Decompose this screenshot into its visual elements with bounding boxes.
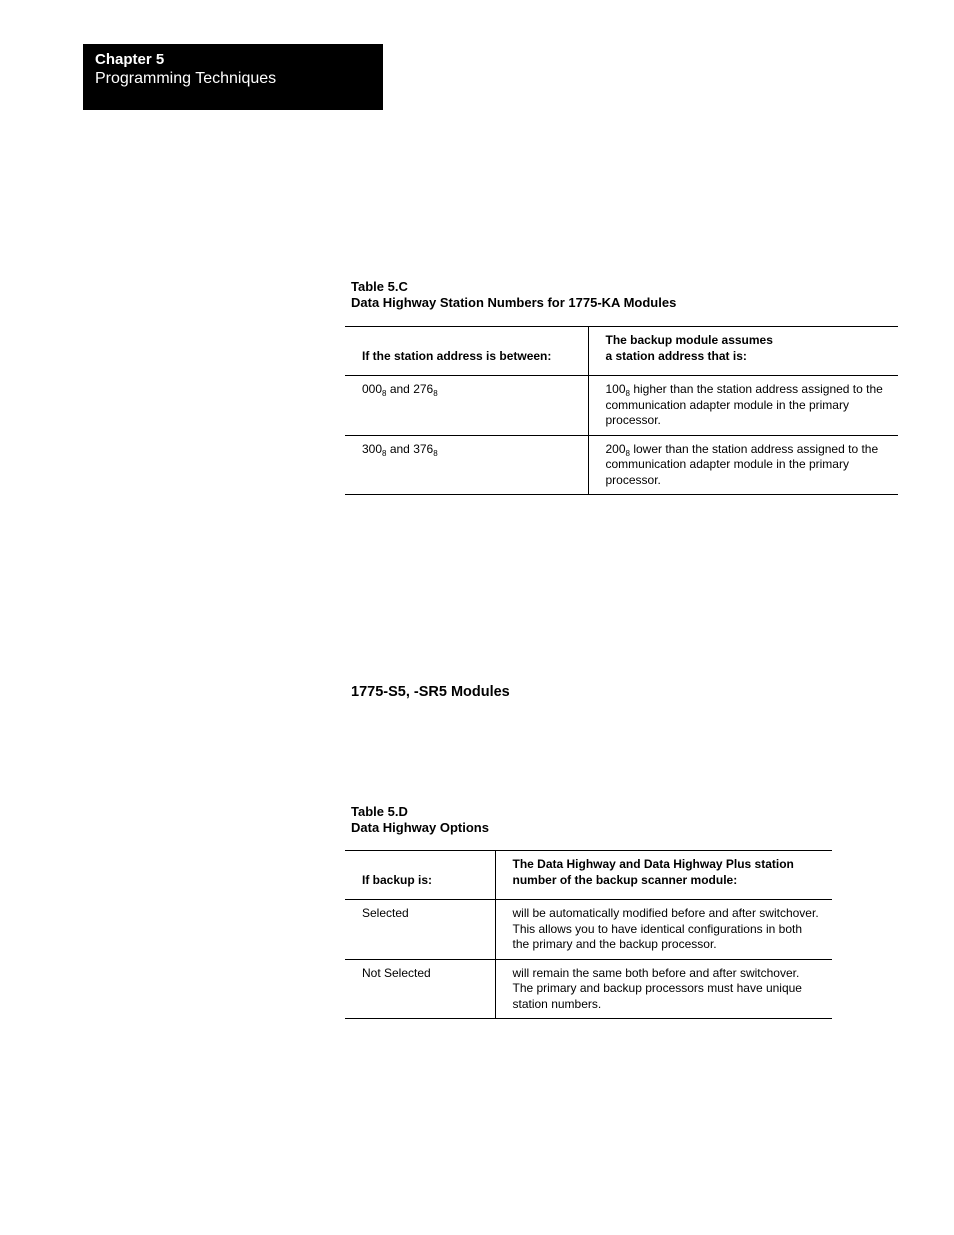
table-c-title: Data Highway Station Numbers for 1775-KA Modules: [351, 295, 677, 310]
table-row: [345, 900, 832, 960]
table-row: [345, 435, 898, 495]
table-header-row: [345, 327, 898, 376]
octal-subscript: 8: [433, 389, 438, 398]
chapter-number: Chapter 5: [95, 51, 165, 68]
octal-subscript: 8: [382, 389, 387, 398]
octal-subscript: 8: [625, 389, 630, 398]
table-c-number: Table 5.C: [351, 279, 408, 294]
station-number-description-cell: will remain the same both before and after switchover. The primary and backup processors must have unique station numbers.: [495, 959, 832, 1019]
section-heading: 1775-S5, -SR5 Modules: [351, 684, 510, 700]
range-end: 276: [413, 382, 434, 396]
address-description: lower than the station address assigned to the communication adapter module in the primary processor.: [605, 441, 879, 487]
backup-option-cell: Selected: [345, 900, 495, 960]
octal-subscript: 8: [625, 448, 630, 458]
range-start: 000: [362, 382, 383, 396]
table-c-caption: [351, 279, 676, 311]
column-header-station-address: If the station address is between:: [345, 327, 588, 376]
backup-address-cell: [588, 435, 898, 495]
range-joiner: and: [386, 441, 414, 456]
address-range-cell: [345, 376, 588, 436]
address-description: higher than the station address assigned to the communication adapter module in the primary processor.: [605, 382, 883, 427]
range-start: 300: [362, 441, 383, 456]
range-joiner: and: [386, 382, 414, 396]
octal-subscript: 8: [433, 448, 438, 458]
table-header-row: [345, 851, 832, 900]
station-number-description-cell: will be automatically modified before and after switchover. This allows you to have identical configurations in both the primary and the backup processor.: [495, 900, 832, 960]
station-numbers-table: [345, 326, 898, 495]
table-d-number: Table 5.D: [351, 804, 408, 819]
address-offset: 200: [605, 441, 626, 456]
column-header-station-number: The Data Highway and Data Highway Plus station number of the backup scanner module:: [495, 851, 832, 900]
chapter-title: Programming Techniques: [95, 70, 277, 87]
table-row: [345, 959, 832, 1019]
table-d-title: Data Highway Options: [351, 820, 489, 835]
column-header-backup-address: The backup module assumes a station address that is:: [588, 327, 898, 376]
octal-subscript: 8: [382, 448, 387, 458]
data-highway-options-table: [345, 850, 832, 1019]
backup-address-cell: [588, 376, 898, 436]
chapter-header: [83, 44, 383, 110]
backup-option-cell: Not Selected: [345, 959, 495, 1019]
address-offset: 100: [605, 382, 626, 396]
table-row: [345, 376, 898, 436]
column-header-backup-option: If backup is:: [345, 851, 495, 900]
range-end: 376: [413, 441, 434, 456]
table-d-caption: [351, 804, 489, 836]
address-range-cell: [345, 435, 588, 495]
